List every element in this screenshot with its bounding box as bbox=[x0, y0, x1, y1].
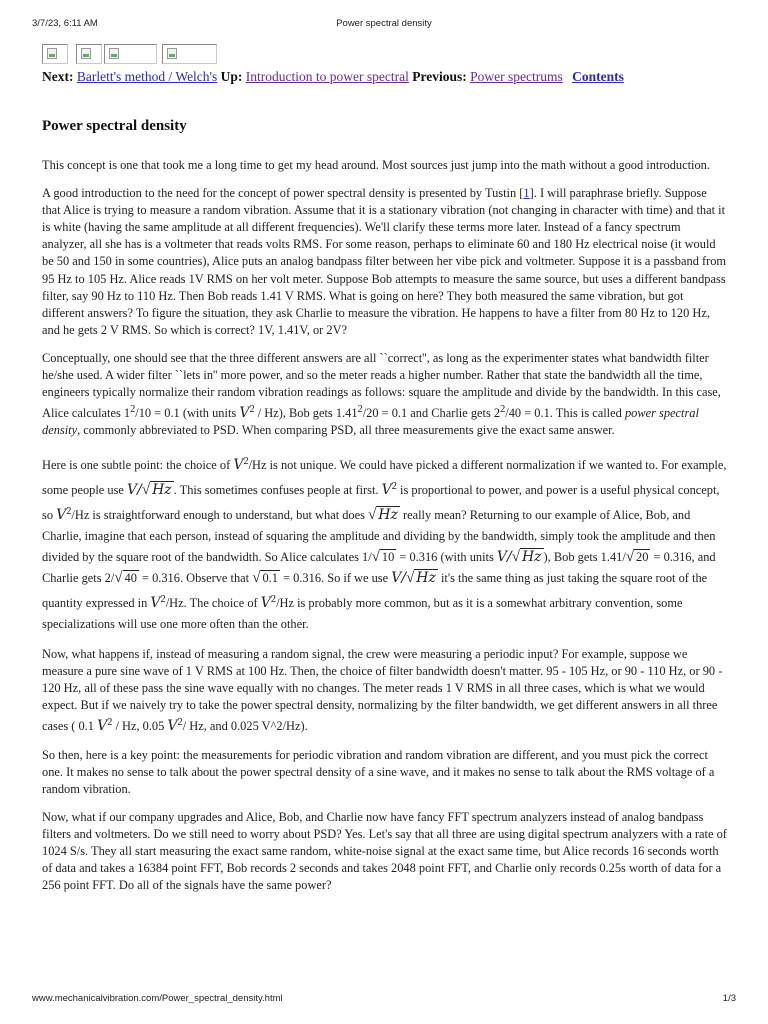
paragraph-normalization: Conceptually, one should see that the three different answers are all ``correct'', as long as the experimenter states what bandwidth filter he/she used. A wider filter ``lets in'' more power, and so the meter reads a higher number. Rather that state the bandwidth all the time, engineers typically normalize their random vibration readings as follows: square the amplitude and divide by the bandwidth. In this case, Alice calculates $1^2/10 = 0.1$ (with units $V^2 / Hz$), Bob gets $1.41^2/20 = 0.1$ and Charlie gets $2^2/40 = 0.1$. This is called power spectral density, commonly abbreviated to PSD. When comparing PSD, all three measurements give the exact same answer. bbox=[42, 350, 721, 438]
print-datetime: 3/7/23, 6:11 AM bbox=[32, 18, 98, 29]
print-url: www.mechanicalvibration.com/Power_spectral_density.html bbox=[32, 993, 283, 1004]
paragraph-fft: Now, what if our company upgrades and Alice, Bob, and Charlie now have fancy FFT spectrum analyzers instead of analog bandpass filters and voltmeters. Do we still need to worry about PSD? Yes. Let's say that all three are using digital spectrum analyzers with a rate of 1024 S/s. They all start measuring the exact same random, white-noise signal at the exact same time, but Alice records 16 seconds worth of data and takes a 16384 point FFT, Bob records 2 seconds and takes 2048 point FFT, and Charlie only records 0.25s worth of data for a 256 point FFT. Do all of the signals have the same power? bbox=[42, 809, 727, 893]
contents-icon[interactable] bbox=[162, 44, 217, 64]
previous-icon[interactable] bbox=[104, 44, 157, 64]
previous-label: Previous: bbox=[412, 69, 467, 84]
next-label: Next: bbox=[42, 69, 74, 84]
paragraph-intro: This concept is one that took me a long time to get my head around. Most sources just jump into the math without a good introduction. bbox=[42, 158, 710, 172]
navigation-bar bbox=[42, 69, 624, 85]
article-heading: Power spectral density bbox=[42, 118, 187, 134]
paragraph-periodic: Now, what happens if, instead of measuring a random signal, the crew were measuring a periodic input? For example, suppose we measure a pure sine wave of 1 V RMS at 100 Hz. Then, the choice of filter bandwidth doesn't matter. 95 - 105 Hz, or 90 - 110 Hz, or 90 - 120 Hz, all of these pass the sine wave equally with no changes. The meter reads 1 V RMS in all three cases, which is what we would expect. But if we naively try to take the power spectral density, normalizing by the filter bandwidth, we get different answers in all three cases ( 0.1 $V^2$ / Hz, 0.05 $V^2/$ Hz, and 0.025 V^2/Hz). bbox=[42, 647, 723, 735]
citation-link[interactable]: 1 bbox=[523, 186, 530, 201]
paragraph-tustin: A good introduction to the need for the concept of power spectral density is presented by Tustin [1]. I will paraphrase briefly. Suppose that Alice is trying to measure a random vibration. Assume that it is a stationary vibration (not changing in character with time) and that it is white (having the same amplitude at all different frequencies). We'll clarify these terms more later. Instead of a fancy spectrum analyzer, all she has is a voltmeter that reads volts RMS. For some reason, perhaps to eliminate 60 and 180 Hz electrical noise (it would be 50 and 150 in some countries), Alice puts an analog bandpass filter between her vibe pick and voltmeter. Suppose it is a passband from 95 Hz to 105 Hz. Alice reads 1V RMS on her volt meter. Suppose Bob attempts to measure the same source, but uses a different bandpass filter, say 90 Hz to 110 Hz. Then Bob reads 1.41 V RMS. What is going on here? They both measured the same vibration, but got different answers? To figure the situation, they ask Charlie to measure the vibration. He happens to have a filter from 80 Hz to 120 Hz, and he gets 2 V RMS. So which is correct? 1V, 1.41V, or 2V? bbox=[42, 186, 727, 337]
paragraph-units: Here is one subtle point: the choice of $V^2/Hz$ is not unique. We could have picked a different normalization if we wanted to. For example, some people use V/√ Hz . This sometimes confuses people at first. $V^2$ is proportional to power, and power is a useful physical concept, so $V^2/Hz$ is straightforward enough to understand, but what does √ Hz really mean? Returning to our example of Alice, Bob, and Charlie, imagine that each person, instead of squaring the amplitude and dividing by the bandwidth, simply took the amplitude and then divided by the square root of the bandwidth. So Alice calculates 1/√ 10 = 0.316 (with units V/√ Hz ), Bob gets 1.41/√ 20 = 0.316, and Charlie gets 2/√ 40 = 0.316. Observe that √ 0.1 = 0.316. So if we use V/√ Hz it's the same thing as just taking the square root of the quantity expressed in $V^2/Hz$. The choice of $V^2/Hz$ is probably more common, but as it is a somewhat arbitrary convention, some specializations will use one more often than the other. bbox=[42, 455, 727, 632]
page-number: 1/3 bbox=[722, 993, 736, 1004]
article-content bbox=[42, 118, 728, 905]
up-icon[interactable] bbox=[76, 44, 102, 64]
up-label: Up: bbox=[220, 69, 243, 84]
print-title: Power spectral density bbox=[336, 18, 432, 29]
contents-link[interactable]: Contents bbox=[572, 69, 624, 84]
up-link[interactable]: Introduction to power spectral bbox=[245, 69, 409, 84]
paragraph-key-point: So then, here is a key point: the measurements for periodic vibration and random vibration are different, and you must pick the correct one. It makes no sense to talk about the power spectral density of a sine wave, and it makes no sense to talk about the RMS voltage of a random vibration. bbox=[42, 747, 715, 796]
next-link[interactable]: Barlett's method / Welch's bbox=[76, 69, 218, 84]
previous-link[interactable]: Power spectrums bbox=[470, 69, 563, 84]
next-icon[interactable] bbox=[42, 44, 68, 64]
